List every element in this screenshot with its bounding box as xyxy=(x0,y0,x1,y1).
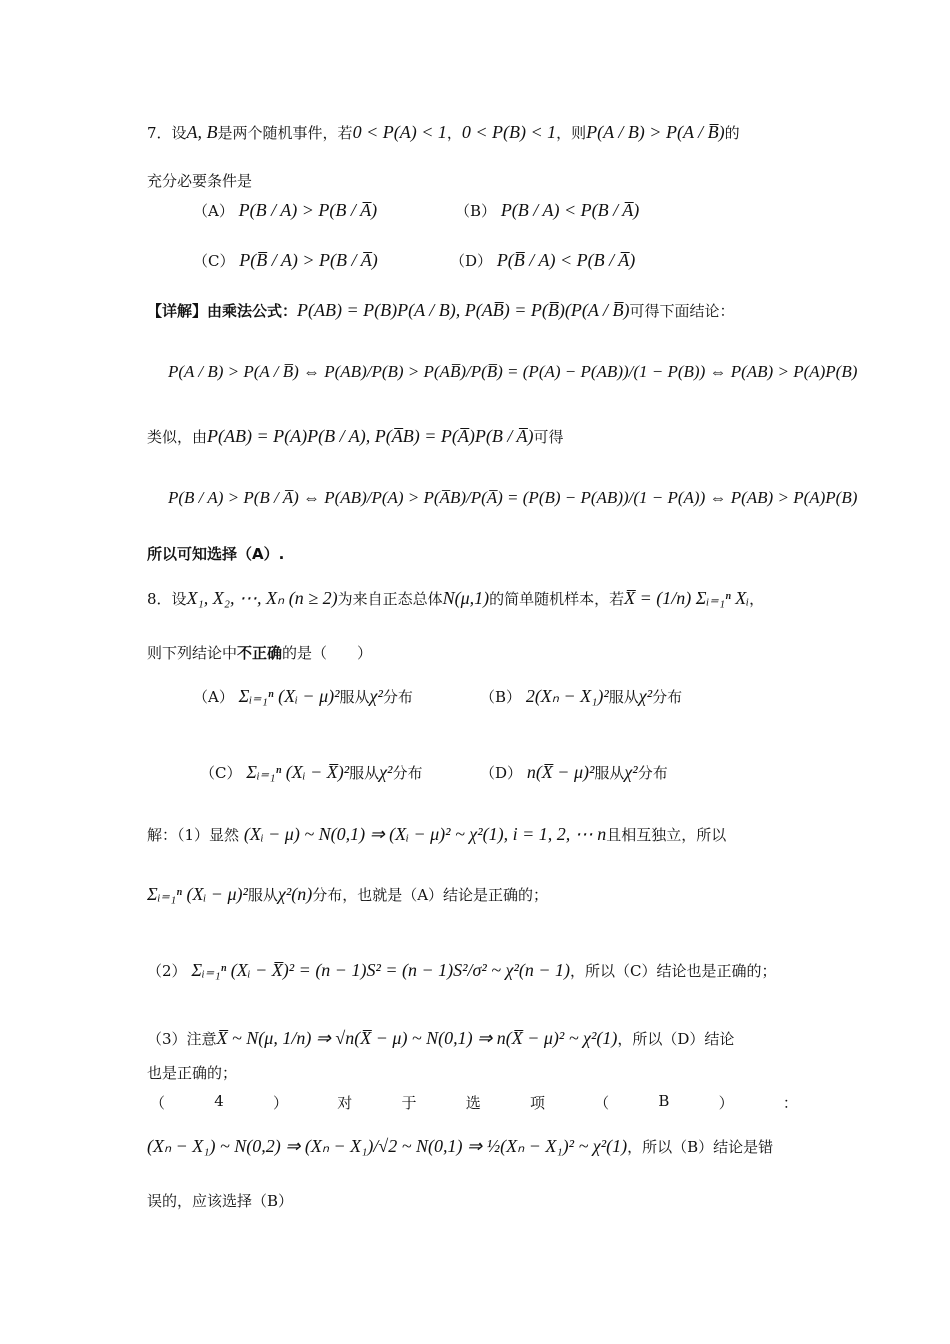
q8-sol4-token: 项 xyxy=(529,1094,545,1112)
q8-sol1b-chi: χ²(n) xyxy=(277,884,313,904)
q7-target-inequality: P(A / B) > P(A / B̅) xyxy=(586,122,725,142)
q8-option-b-chi: χ² xyxy=(638,686,653,706)
q8-option-a xyxy=(193,686,413,708)
q8-intro: 8．设 xyxy=(147,590,187,608)
q8-solution-4-header xyxy=(150,1092,798,1113)
q8-solution-2 xyxy=(147,960,776,982)
q7-detail-expr: P(AB) = P(B)P(A / B), P(AB̅) = P(B̅)(P(A / B̅) xyxy=(297,300,630,320)
q7-events: A, B xyxy=(186,122,218,142)
q7-conclusion: 所以可知选择（A）. xyxy=(147,545,285,563)
q7-condition-b: 0 < P(B) < 1 xyxy=(461,122,557,142)
q7-detail-tail: 可得下面结论： xyxy=(629,302,735,320)
q8-sol4-token: （ xyxy=(594,1094,610,1112)
q8-stem-line xyxy=(147,588,764,610)
q8-option-a-tail: 服从 xyxy=(339,688,370,706)
q7-option-b-expr: P(B / A) < P(B / A̅) xyxy=(500,200,640,220)
q8-solution-4 xyxy=(147,1136,773,1158)
q8-sol1b-b: 分布，也就是（A）结论是正确的； xyxy=(312,886,549,904)
q8-option-d-chi: χ² xyxy=(624,762,638,782)
q7-similar-tail: 可得 xyxy=(533,428,564,446)
q8-sol4-token: ： xyxy=(782,1094,798,1112)
q7-option-c xyxy=(193,250,378,272)
q7-option-a xyxy=(193,200,377,222)
q8-sol4-token: 对 xyxy=(337,1094,353,1112)
q8-sol4-tail: ，所以（B）结论是错 xyxy=(627,1138,774,1156)
q8-sol4-token: ） xyxy=(718,1094,734,1112)
q8-solution-1 xyxy=(147,824,726,846)
q8-option-d-end: 分布 xyxy=(637,764,668,782)
q8-sol1b-expr: Σᵢ₌₁ⁿ (Xᵢ − μ)² xyxy=(147,884,248,904)
q7-stem-line-2: 充分必要条件是 xyxy=(147,172,253,190)
q7-option-a-expr: P(B / A) > P(B / A̅) xyxy=(238,200,378,220)
q7-then: ，则 xyxy=(556,124,587,142)
q7-option-d-label: （D） xyxy=(450,252,493,270)
q8-line2-a: 则下列结论中 xyxy=(147,644,238,662)
q8-solution-4-line2: 误的，应该选择（B） xyxy=(147,1192,294,1210)
q7-equation-2: P(B / A) > P(B / A̅) ⇔ P(AB)/P(A) > P(A̅B)/P(A̅) = (P(B) − P(AB))/(1 − P(A)) ⇔ P(AB) > P(A)P(B) xyxy=(168,488,858,507)
q8-desc: 为来自正态总体 xyxy=(337,590,443,608)
q8-option-c-expr: Σᵢ₌₁ⁿ (Xᵢ − X̅)² xyxy=(246,762,350,782)
q8-stem-line-2 xyxy=(147,644,372,663)
q8-option-c-label: （C） xyxy=(200,764,242,782)
q8-option-a-end: 分布 xyxy=(382,688,413,706)
q7-option-d-expr: P(B̅ / A) < P(B / A̅) xyxy=(496,250,636,270)
q8-option-c-end: 分布 xyxy=(392,764,423,782)
q8-option-d xyxy=(480,762,668,784)
q8-sol3-label: （3）注意 xyxy=(147,1030,217,1048)
q8-option-d-label: （D） xyxy=(480,764,523,782)
q8-option-b-end: 分布 xyxy=(652,688,683,706)
q8-option-c-tail: 服从 xyxy=(349,764,380,782)
q8-option-c xyxy=(200,762,422,784)
q8-sol2-label: （2） xyxy=(147,962,187,980)
q8-tail: ， xyxy=(749,590,765,608)
q8-option-d-expr: n(X̅ − μ)² xyxy=(526,762,595,782)
q8-solution-1b xyxy=(147,884,548,906)
q7-intro: 7．设 xyxy=(147,124,187,142)
q7-option-d xyxy=(450,250,635,272)
q7-de: 的 xyxy=(724,124,740,142)
q7-detail-label: 【详解】由乘法公式： xyxy=(147,302,298,320)
q7-option-c-label: （C） xyxy=(193,252,235,270)
q7-stem-line xyxy=(147,122,740,144)
q8-sol1b-a: 服从 xyxy=(247,886,278,904)
q8-line2-c: 的是（ ） xyxy=(282,644,373,662)
q8-option-a-expr: Σᵢ₌₁ⁿ (Xᵢ − μ)² xyxy=(238,686,340,706)
q8-option-b-label: （B） xyxy=(480,688,522,706)
q7-desc: 是两个随机事件，若 xyxy=(217,124,353,142)
q8-solution-3 xyxy=(147,1028,734,1050)
q8-sol1-expr: (Xᵢ − μ) ~ N(0,1) ⇒ (Xᵢ − μ)² ~ χ²(1), i = 1, 2, ⋯ n xyxy=(243,824,607,844)
q7-similar-label: 类似，由 xyxy=(147,428,208,446)
q8-sol2-tail: ，所以（C）结论也是正确的； xyxy=(570,962,777,980)
q8-sol4-token: 4 xyxy=(214,1092,224,1110)
q8-option-c-chi: χ² xyxy=(379,762,393,782)
q8-sol2-expr: Σᵢ₌₁ⁿ (Xᵢ − X̅)² = (n − 1)S² = (n − 1)S²/σ² ~ χ²(n − 1) xyxy=(191,960,570,980)
q7-similar-expr: P(AB) = P(A)P(B / A), P(A̅B) = P(A̅)P(B / A̅) xyxy=(207,426,534,446)
q8-option-b-expr: 2(Xₙ − X₁)² xyxy=(525,686,609,706)
q7-option-b-label: （B） xyxy=(455,202,497,220)
q8-option-b xyxy=(480,686,682,708)
q7-similar-line xyxy=(147,426,564,448)
q8-sol4-expr: (Xₙ − X₁) ~ N(0,2) ⇒ (Xₙ − X₁)/√2 ~ N(0,1) ⇒ ½(Xₙ − X₁)² ~ χ²(1) xyxy=(147,1136,628,1156)
q8-option-a-chi: χ² xyxy=(369,686,383,706)
q8-sol3-tail: ，所以（D）结论 xyxy=(617,1030,735,1048)
q8-desc2: 的简单随机样本，若 xyxy=(489,590,625,608)
q7-detail-line xyxy=(147,300,735,322)
q7-equation-1: P(A / B) > P(A / B̅) ⇔ P(AB)/P(B) > P(AB̅)/P(B̅) = (P(A) − P(AB))/(1 − P(B)) ⇔ P(AB) > P(A)P(B) xyxy=(168,362,858,381)
q7-option-c-expr: P(B̅ / A) > P(B / A̅) xyxy=(239,250,378,270)
q8-distribution: N(μ,1) xyxy=(442,588,490,608)
q8-sample-mean: X̅ = (1/n) Σᵢ₌₁ⁿ Xᵢ xyxy=(624,588,750,608)
q8-sol3-expr: X̅ ~ N(μ, 1/n) ⇒ √n(X̅ − μ) ~ N(0,1) ⇒ n(X̅ − μ)² ~ χ²(1) xyxy=(216,1028,618,1048)
q7-comma: ， xyxy=(446,124,462,142)
q8-sol4-token: 选 xyxy=(465,1094,481,1112)
q8-option-d-tail: 服从 xyxy=(594,764,625,782)
q8-option-b-tail: 服从 xyxy=(608,688,639,706)
q8-sol4-token: 于 xyxy=(401,1094,417,1112)
q7-condition-a: 0 < P(A) < 1 xyxy=(352,122,447,142)
q8-line2-not-correct: 不正确 xyxy=(237,644,283,662)
q8-sol4-token: B xyxy=(658,1092,670,1110)
q7-option-b xyxy=(455,200,639,222)
q8-sol4-token: ） xyxy=(273,1094,289,1112)
q8-sample-vars: X₁, X₂, ⋯, Xₙ (n ≥ 2) xyxy=(186,588,338,608)
q8-sol1-tail: 且相互独立，所以 xyxy=(606,826,727,844)
q8-sol1-label: 解：（1）显然 xyxy=(147,826,240,844)
q8-option-a-label: （A） xyxy=(193,688,234,706)
q8-solution-3-line2: 也是正确的； xyxy=(147,1064,238,1082)
q7-option-a-label: （A） xyxy=(193,202,234,220)
q8-sol4-token: （ xyxy=(150,1094,166,1112)
